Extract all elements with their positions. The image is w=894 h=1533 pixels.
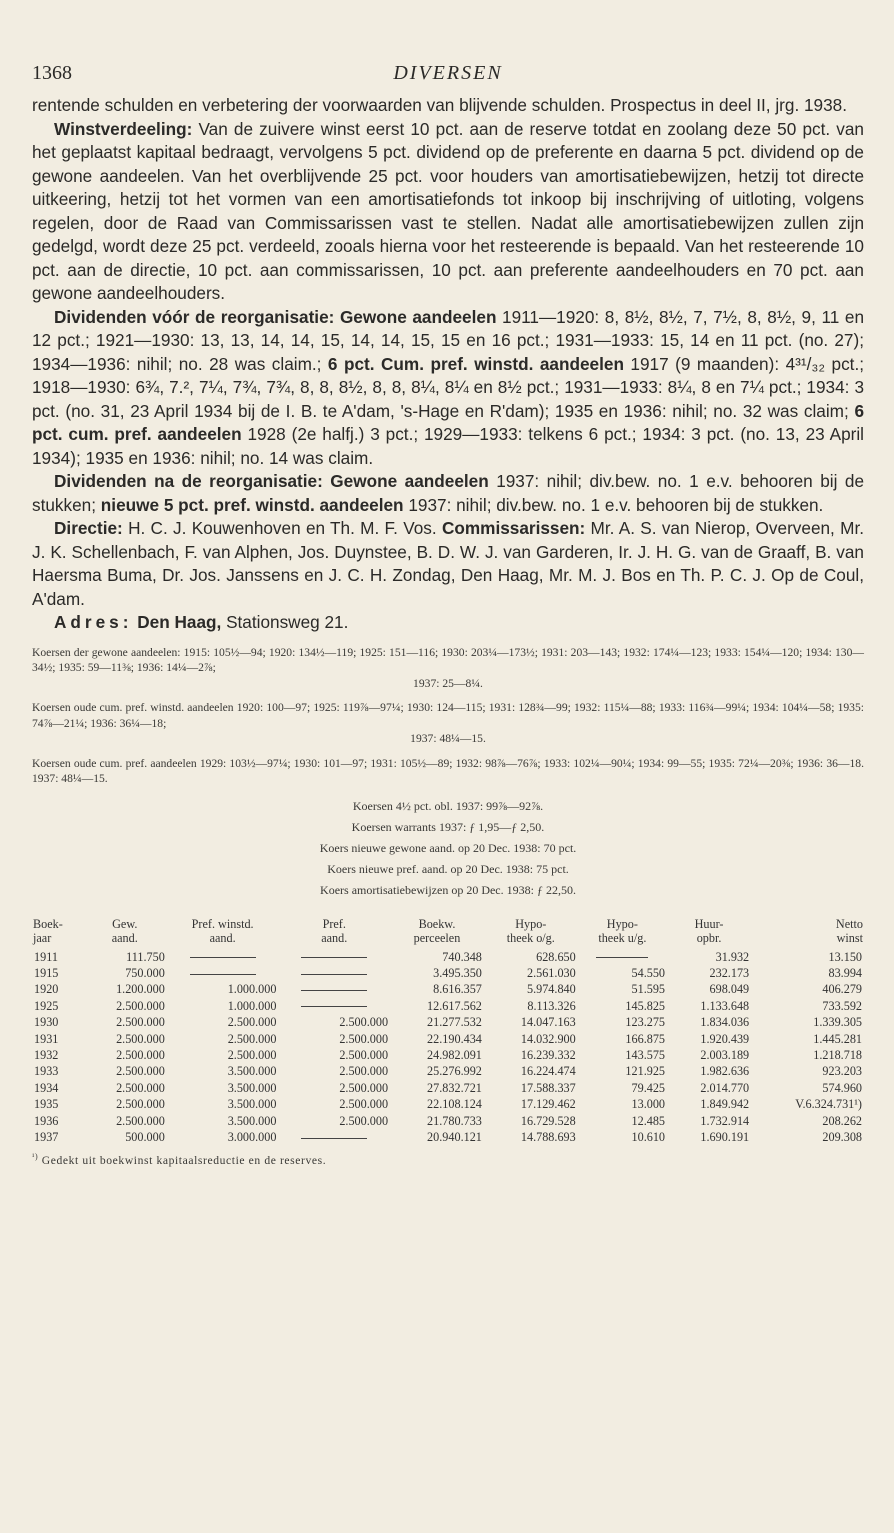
table-cell: 2.014.770 bbox=[700, 1080, 750, 1095]
table-cell: 12.617.562 bbox=[427, 998, 482, 1013]
table-cell: 22.108.124 bbox=[427, 1097, 482, 1112]
table-cell: 1.000.000 bbox=[227, 982, 277, 997]
label-winstverdeeling: Winstverdeeling: bbox=[54, 118, 193, 139]
label-directie: Directie: bbox=[54, 518, 123, 538]
table-cell: 2.003.189 bbox=[700, 1047, 750, 1062]
quote-obligaties: Koersen 4½ pct. obl. 1937: 99⅞—92⅞. bbox=[352, 798, 544, 813]
table-cell: 628.650 bbox=[536, 949, 576, 964]
footnote bbox=[32, 1152, 864, 1167]
table-cell: 14.788.693 bbox=[520, 1129, 576, 1144]
empty-dash bbox=[301, 974, 367, 975]
text-commissarissen: Mr. A. S. van Nierop, Overveen, Mr. J. K. Schellenbach, F. van Alphen, Jos. Duynstee, B. D. W. J. van Garderen, Ir. J. H. G. van de Graaff, B. van Haersma Buma, Dr. Jos. Janssens en J. C. H. Zondag, Den Haag, Mr. M. J. Bos en Th. P. C. J. Op de Coul, A'dam. bbox=[32, 518, 864, 609]
table-cell: 2.561.030 bbox=[526, 965, 576, 980]
label-den-haag: Den Haag, bbox=[137, 612, 222, 632]
table-cell: 17.129.462 bbox=[520, 1097, 576, 1112]
quote-oude-winstd-text: Koersen oude cum. pref. winstd. aandeelen 1920: 100—97; 1925: 119⅞—97¼; 1930: 124—115; 1931: 128¾—99; 1932: 115¼—88; 1933: 116¾—99¼; 1934: 104¼—58; 1935: 74⅞—21¼; 1936: 36¼—18; bbox=[32, 701, 864, 730]
table-cell: 2.500.000 bbox=[339, 1113, 389, 1128]
col-header: Netto winst bbox=[835, 916, 863, 945]
paragraph-directie bbox=[32, 517, 864, 611]
table-cell: 2.500.000 bbox=[339, 1064, 389, 1079]
col-header: Hypo- theek o/g. bbox=[506, 916, 555, 945]
table-cell: 79.425 bbox=[631, 1080, 666, 1095]
table-cell: 1936 bbox=[34, 1113, 59, 1128]
table-cell: 2.500.000 bbox=[339, 1080, 389, 1095]
table-cell: 27.832.721 bbox=[427, 1080, 482, 1095]
table-cell: 8.616.357 bbox=[433, 982, 482, 997]
table-cell: 1.000.000 bbox=[227, 998, 277, 1013]
table-cell: 3.500.000 bbox=[227, 1113, 277, 1128]
quotes-centered bbox=[32, 796, 864, 901]
table-row bbox=[32, 1031, 864, 1047]
col-header: Hypo- theek u/g. bbox=[598, 916, 647, 945]
table-cell: 13.150 bbox=[828, 949, 862, 964]
paragraph-prospectus: rentende schulden en verbetering der voorwaarden van blijvende schulden. Prospectus in deel II, jrg. 1938. bbox=[32, 95, 848, 115]
table-cell: 733.592 bbox=[822, 998, 862, 1013]
table-cell: 740.348 bbox=[442, 949, 482, 964]
page-header bbox=[32, 62, 864, 92]
col-header: Huur- opbr. bbox=[694, 916, 724, 945]
table-cell: 1.218.718 bbox=[813, 1047, 862, 1062]
table-cell: 1915 bbox=[34, 965, 59, 980]
col-header: Boek- jaar bbox=[33, 916, 63, 945]
text-dividenden-voor-b: 1917 (9 maanden): 4³¹/₃₂ pct.; 1918—1930: 6¾, 7.², 7¼, 7¾, 7¾, 8, 8, 8½, 8, 8, 8¼, 8¼ en 8½ pct.; 1931—1933: 8¼, 8 en 7¼ pct.; 1934: 3 pct. (no. 31, 23 April 1934 bij de I. B. te A'dam, 's-Hage en R'dam); 1935 en 1936: nihil; no. 32 was claim; bbox=[32, 353, 864, 421]
table-cell: 2.500.000 bbox=[227, 1031, 277, 1046]
footnote-mark: ¹) bbox=[32, 1152, 39, 1162]
quote-oude-pref: Koersen oude cum. pref. aandeelen 1929: 103½—97¼; 1930: 101—97; 1931: 105½—89; 1932: 98⅞—76⅞; 1933: 102¼—90¼; 1934: 99—55; 1935: 72¼—20⅜; 1936: 36—18. 1937: 48¼—15. bbox=[32, 756, 864, 785]
empty-dash bbox=[301, 957, 367, 958]
quote-gewone-end: 1937: 25—8¼. bbox=[413, 676, 483, 690]
table-cell: 2.500.000 bbox=[116, 998, 165, 1013]
table-cell: 1935 bbox=[34, 1097, 59, 1112]
empty-dash bbox=[301, 1138, 367, 1139]
table-cell: 2.500.000 bbox=[339, 1031, 389, 1046]
table-cell: 1934 bbox=[34, 1080, 59, 1095]
table-cell: 25.276.992 bbox=[427, 1064, 482, 1079]
table-cell: 2.500.000 bbox=[116, 1031, 165, 1046]
table-cell: 123.275 bbox=[625, 1015, 666, 1030]
table-row bbox=[32, 1014, 864, 1030]
col-header: Pref. aand. bbox=[321, 916, 348, 945]
table-cell: 3.500.000 bbox=[227, 1097, 277, 1112]
table-cell bbox=[578, 949, 667, 965]
table-cell: 12.485 bbox=[631, 1113, 666, 1128]
table-cell bbox=[278, 998, 390, 1014]
running-title: DIVERSEN bbox=[393, 62, 503, 84]
table-cell: 8.113.326 bbox=[527, 998, 576, 1013]
table-cell: 3.495.350 bbox=[433, 965, 482, 980]
table-cell: 3.000.000 bbox=[227, 1129, 277, 1144]
table-cell: 2.500.000 bbox=[116, 1015, 165, 1030]
quotes-section bbox=[32, 645, 864, 787]
label-adres: Adres: bbox=[54, 612, 133, 632]
table-cell: 2.500.000 bbox=[339, 1047, 389, 1062]
table-cell: 232.173 bbox=[709, 965, 750, 980]
table-cell: 500.000 bbox=[125, 1129, 165, 1144]
table-cell bbox=[278, 1129, 390, 1145]
table-row bbox=[32, 1096, 864, 1112]
table-row bbox=[32, 949, 864, 965]
label-commissarissen: Commissarissen: bbox=[441, 518, 586, 538]
table-cell: 143.575 bbox=[625, 1047, 666, 1062]
table-cell: 166.875 bbox=[625, 1031, 666, 1046]
empty-dash bbox=[190, 957, 256, 958]
text-dividenden-voor-a: 1911—1920: 8, 8½, 8½, 7, 7½, 8, 8½, 9, 11 en 12 pct.; 1921—1930: 13, 13, 14, 14, 15, 14, 14, 15, 15 en 16 pct.; 1931—1933: 15, 14 en 11 pct. (no. 27); 1934—1936: nihil; no. 28 was claim.; bbox=[32, 306, 865, 374]
table-cell: 16.224.474 bbox=[520, 1064, 576, 1079]
table-cell: 1920 bbox=[34, 982, 59, 997]
table-cell: 16.729.528 bbox=[520, 1113, 576, 1128]
empty-dash bbox=[301, 1006, 367, 1007]
table-cell: 574.960 bbox=[822, 1080, 862, 1095]
quote-oude-winstd bbox=[32, 700, 864, 747]
text-dividenden-voor-c: 1928 (2e halfj.) 3 pct.; 1929—1933: telkens 6 pct.; 1934: 3 pct. (no. 13, 23 April 1934); 1935 en 1936: nihil; no. 14 was claim. bbox=[32, 424, 864, 468]
table-cell: 17.588.337 bbox=[520, 1080, 576, 1095]
table-cell bbox=[167, 949, 279, 965]
financial-table bbox=[32, 917, 864, 1146]
table-row bbox=[32, 965, 864, 981]
label-cum-pref: 6 pct. cum. pref. aandeelen bbox=[32, 400, 864, 444]
quote-nieuwe-pref: Koers nieuwe pref. aand. op 20 Dec. 1938: 75 pct. bbox=[327, 861, 569, 876]
table-cell: 1.982.636 bbox=[700, 1064, 750, 1079]
table-cell bbox=[278, 981, 390, 997]
table-cell: 5.974.840 bbox=[526, 982, 576, 997]
label-nieuwe-pref: nieuwe 5 pct. pref. winstd. aandeelen bbox=[100, 494, 404, 515]
table-cell: 111.750 bbox=[126, 949, 165, 964]
table-cell: 24.982.091 bbox=[427, 1047, 482, 1062]
body-text bbox=[32, 94, 864, 635]
table-body bbox=[32, 949, 864, 1146]
table-cell: 21.277.532 bbox=[427, 1015, 482, 1030]
table-cell: 2.500.000 bbox=[116, 1113, 165, 1128]
col-header: Pref. winstd. aand. bbox=[191, 916, 254, 945]
text-directie: H. C. J. Kouwenhoven en Th. M. F. Vos. bbox=[122, 518, 442, 538]
table-cell: 2.500.000 bbox=[116, 1080, 165, 1095]
table-cell: 2.500.000 bbox=[116, 1064, 165, 1079]
quote-gewone-text: Koersen der gewone aandeelen: 1915: 105½—94; 1920: 134½—119; 1925: 151—116; 1930: 203¼—173½; 1931: 203—143; 1932: 174¼—123; 1933: 154¼—120; 1934: 130—34½; 1935: 59—11⅜; 1936: 14¼—2⅞; bbox=[32, 645, 864, 674]
quote-amortisatiebewijzen: Koers amortisatiebewijzen op 20 Dec. 1938: ƒ 22,50. bbox=[320, 882, 576, 897]
table-row bbox=[32, 1080, 864, 1096]
table-cell: 145.825 bbox=[625, 998, 666, 1013]
quote-nieuwe-gewone: Koers nieuwe gewone aand. op 20 Dec. 1938: 70 pct. bbox=[319, 840, 577, 855]
table-cell: 10.610 bbox=[631, 1129, 666, 1144]
table-cell: 14.032.900 bbox=[520, 1031, 576, 1046]
table-cell: 1932 bbox=[34, 1047, 59, 1062]
table-cell: 83.994 bbox=[828, 965, 862, 980]
label-dividenden-na: Dividenden na de reorganisatie: Gewone aandeelen bbox=[54, 471, 489, 491]
table-cell: 21.780.733 bbox=[427, 1113, 482, 1128]
table-cell: 1931 bbox=[34, 1031, 59, 1046]
text-dividenden-na-a: 1937: nihil; div.bew. no. 1 e.v. behooren bij de stukken; bbox=[32, 471, 864, 515]
paragraph-adres bbox=[32, 611, 864, 635]
table-cell: 698.049 bbox=[709, 982, 750, 997]
table-row bbox=[32, 1047, 864, 1063]
text-winstverdeeling: Van de zuivere winst eerst 10 pct. aan de reserve totdat en zoolang deze 50 pct. van het geplaatst kapitaal bedraagt, vervolgens 5 pct. dividend op de preferente en daarna 5 pct. dividend op de gewone aandeelen. Van het overblijvende 25 pct. voor houders van amortisatiebewijzen, hetzij tot directe uitkeering, hetzij tot het vormen van een amortisatiefonds tot inkoop bij inschrijving of uitloting, volgens regelen, door de Raad van Commissarissen vast te stellen. Nadat alle amortisatiebewijzen zullen zijn gedelgd, wordt deze 25 pct. verdeeld, zooals hierna voor het resteerende is bepaald. Van het resteerende 10 pct. aan de directie, 10 pct. aan commissarissen, 10 pct. aan preferente aandeelhouders en 70 pct. aan gewone aandeelhouders. bbox=[32, 118, 864, 303]
table-cell: 2.500.000 bbox=[339, 1015, 389, 1030]
table-cell: 1.732.914 bbox=[700, 1113, 750, 1128]
col-header: Gew. aand. bbox=[111, 916, 138, 945]
table-row bbox=[32, 981, 864, 997]
table-cell: 1.339.305 bbox=[813, 1015, 862, 1030]
table-cell: 54.550 bbox=[631, 965, 666, 980]
table-cell: 3.500.000 bbox=[227, 1064, 277, 1079]
table-cell: 14.047.163 bbox=[520, 1015, 576, 1030]
table-header-row bbox=[32, 917, 864, 949]
table-cell: V.6.324.731¹) bbox=[795, 1097, 862, 1112]
table-cell: 16.239.332 bbox=[520, 1047, 576, 1062]
label-cum-pref-winstd: 6 pct. Cum. pref. winstd. aandeelen bbox=[327, 353, 624, 374]
table-cell: 22.190.434 bbox=[427, 1031, 482, 1046]
table-cell: 1911 bbox=[34, 949, 58, 964]
table-cell: 2.500.000 bbox=[227, 1015, 277, 1030]
table-cell: 51.595 bbox=[631, 982, 666, 997]
table-cell: 1.690.191 bbox=[700, 1129, 750, 1144]
empty-dash bbox=[190, 974, 256, 975]
table-cell: 2.500.000 bbox=[116, 1047, 165, 1062]
table-cell: 209.308 bbox=[822, 1129, 862, 1144]
table-cell: 1937 bbox=[34, 1129, 59, 1144]
table-cell: 750.000 bbox=[125, 965, 165, 980]
table-cell: 1930 bbox=[34, 1015, 59, 1030]
table-cell: 1.445.281 bbox=[813, 1031, 862, 1046]
table-cell: 1.920.439 bbox=[700, 1031, 750, 1046]
table-cell: 31.932 bbox=[715, 949, 750, 964]
table-row bbox=[32, 998, 864, 1014]
table-cell: 2.500.000 bbox=[339, 1097, 389, 1112]
table-cell bbox=[278, 965, 390, 981]
table-cell: 1.849.942 bbox=[700, 1097, 750, 1112]
empty-dash bbox=[301, 990, 367, 991]
table-cell: 1933 bbox=[34, 1064, 59, 1079]
paragraph-dividenden-na bbox=[32, 470, 864, 517]
text-dividenden-na-b: 1937: nihil; div.bew. no. 1 e.v. behooren bij de stukken. bbox=[403, 494, 824, 515]
table-cell bbox=[278, 949, 390, 965]
footnote-text: Gedekt uit boekwinst kapitaalsreductie en de reserves. bbox=[38, 1154, 327, 1168]
table-cell: 20.940.121 bbox=[427, 1129, 482, 1144]
label-dividenden-voor: Dividenden vóór de reorganisatie: Gewone aandeelen bbox=[54, 306, 497, 327]
table-row bbox=[32, 1063, 864, 1079]
table-cell: 1.200.000 bbox=[116, 982, 165, 997]
table-cell: 3.500.000 bbox=[227, 1080, 277, 1095]
table-cell: 13.000 bbox=[631, 1097, 666, 1112]
table-cell: 923.203 bbox=[822, 1064, 862, 1079]
col-header: Boekw. perceelen bbox=[413, 916, 461, 945]
table-cell: 406.279 bbox=[822, 982, 862, 997]
text-adres: Stationsweg 21. bbox=[221, 612, 349, 632]
table-cell: 1.834.036 bbox=[700, 1015, 750, 1030]
table-cell: 208.262 bbox=[822, 1113, 862, 1128]
table-cell: 1925 bbox=[34, 998, 59, 1013]
table-cell: 2.500.000 bbox=[227, 1047, 277, 1062]
table-cell: 121.925 bbox=[625, 1064, 666, 1079]
page-number: 1368 bbox=[32, 62, 72, 84]
quote-oude-winstd-end: 1937: 48¼—15. bbox=[410, 732, 486, 745]
table-cell: 1.133.648 bbox=[700, 998, 750, 1013]
quote-warrants: Koersen warrants 1937: ƒ 1,95—ƒ 2,50. bbox=[351, 819, 545, 834]
table-cell: 2.500.000 bbox=[116, 1097, 165, 1112]
paragraph-dividenden-voor bbox=[32, 306, 864, 471]
paragraph-winstverdeeling bbox=[32, 118, 864, 306]
quote-gewone bbox=[32, 645, 864, 692]
table-row bbox=[32, 1129, 864, 1145]
empty-dash bbox=[596, 957, 648, 958]
table-row bbox=[32, 1113, 864, 1129]
table-cell bbox=[167, 965, 279, 981]
